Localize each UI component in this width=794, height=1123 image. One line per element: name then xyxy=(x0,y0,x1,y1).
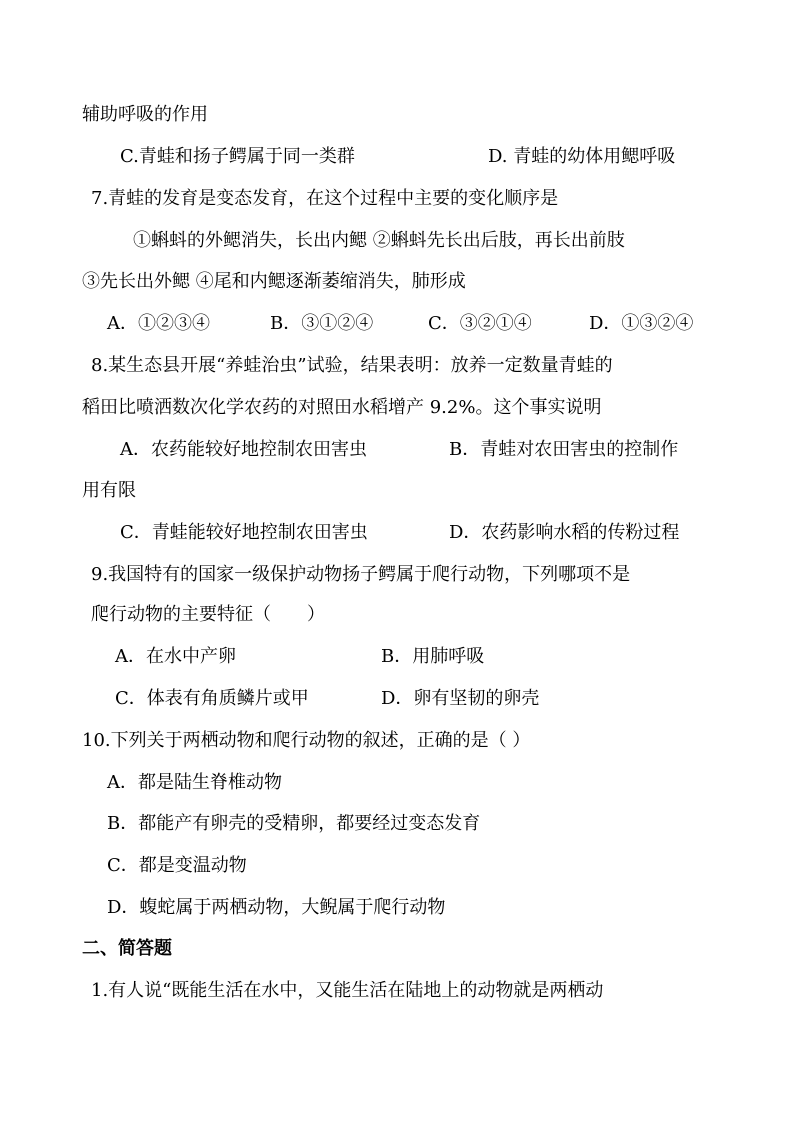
q6-continuation: 辅助呼吸的作用 xyxy=(82,104,208,125)
q7-items-line-1: ①蝌蚪的外鳃消失，长出内鳃 ②蝌蚪先长出后肢，再长出前肢 xyxy=(133,230,625,251)
q10-option-a: A．都是陆生脊椎动物 xyxy=(107,772,282,793)
q8-stem-line-1: 8.某生态县开展“养蛙治虫”试验，结果表明：放养一定数量青蛙的 xyxy=(91,355,613,376)
q6-option-d: D. 青蛙的幼体用鳃呼吸 xyxy=(488,146,676,167)
q9-option-d: D．卵有坚韧的卵壳 xyxy=(381,688,540,709)
q7-option-a: A．①②③④ xyxy=(107,313,210,334)
q7-option-c: C．③②①④ xyxy=(428,313,532,334)
q6-option-c: C.青蛙和扬子鳄属于同一类群 xyxy=(120,146,355,167)
section-heading-short-answer: 二、简答题 xyxy=(82,938,172,959)
q9-stem-line-1: 9.我国特有的国家一级保护动物扬子鳄属于爬行动物，下列哪项不是 xyxy=(91,564,631,585)
q7-option-d: D．①③②④ xyxy=(589,313,694,334)
q10-option-c: C．都是变温动物 xyxy=(107,855,247,876)
q8-stem-line-2: 稻田比喷洒数次化学农药的对照田水稻增产 9.2%。这个事实说明 xyxy=(82,397,602,418)
q8-option-a: A．农药能较好地控制农田害虫 xyxy=(120,439,367,460)
q10-option-d: D．蝮蛇属于两栖动物，大鲵属于爬行动物 xyxy=(107,897,446,918)
q7-stem: 7.青蛙的发育是变态发育，在这个过程中主要的变化顺序是 xyxy=(91,188,559,209)
q8-option-d: D．农药影响水稻的传粉过程 xyxy=(449,522,680,543)
short-answer-q1: 1.有人说“既能生活在水中，又能生活在陆地上的动物就是两栖动 xyxy=(91,980,604,1001)
q8-option-b: B．青蛙对农田害虫的控制作 xyxy=(449,439,679,460)
q8-option-c: C．青蛙能较好地控制农田害虫 xyxy=(120,522,368,543)
q8-option-b-continuation: 用有限 xyxy=(82,480,136,501)
q9-option-a: A．在水中产卵 xyxy=(115,646,236,667)
q9-option-c: C．体表有角质鳞片或甲 xyxy=(115,688,309,709)
q7-items-line-2: ③先长出外鳃 ④尾和内鳃逐渐萎缩消失，肺形成 xyxy=(82,271,466,292)
q9-option-b: B．用肺呼吸 xyxy=(381,646,485,667)
q10-stem: 10.下列关于两栖动物和爬行动物的叙述，正确的是（ ） xyxy=(82,730,531,751)
q9-stem-line-2: 爬行动物的主要特征（ ） xyxy=(91,604,325,625)
q7-option-b: B．③①②④ xyxy=(270,313,374,334)
q10-option-b: B．都能产有卵壳的受精卵，都要经过变态发育 xyxy=(107,813,481,834)
